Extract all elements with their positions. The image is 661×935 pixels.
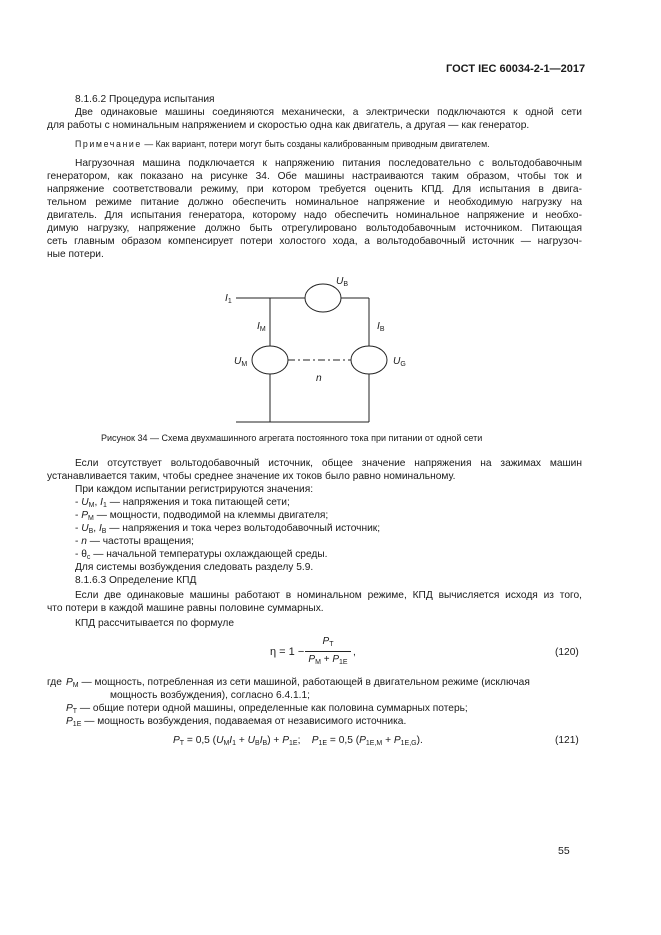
- list-item: - $P_M$ — мощности, подводимой на клеммы двигателя;: [75, 510, 329, 522]
- eq120-number: (120): [555, 647, 579, 658]
- where-label: где: [47, 677, 62, 688]
- label-UG: $U_G$: [393, 356, 406, 368]
- section-title-8163: 8.1.6.3 Определение КПД: [75, 575, 197, 586]
- eq121-number: (121): [555, 735, 579, 746]
- formula-intro: КПД рассчитывается по формуле: [75, 618, 234, 629]
- def-PM: $P_M$ — мощность, потребленная из сети машиной, работающей в двигательном режиме (исключая: [66, 677, 530, 689]
- list-item: - $U_B$, $I_B$ — напряжения и тока через вольтодобавочный источник;: [75, 523, 381, 535]
- label-n: n: [316, 373, 322, 384]
- paragraph-line: Если отсутствует вольтодобавочный источник, общее значение напряжения на зажимах машин: [75, 458, 582, 469]
- paragraph-line: что потери в каждой машине равны половине суммарных.: [47, 603, 324, 614]
- excitation-line: Для системы возбуждения следовать разделу 5.9.: [75, 562, 314, 573]
- paragraph-line: димую нагрузку, напряжение должно быть отрегулировано вольтодобавочным источником. Питающая: [47, 223, 582, 234]
- paragraph-line: Нагрузочная машина подключается к напряжению питания последовательно с вольтодобавочным: [75, 158, 582, 169]
- eq121: $P_T = 0,5$ $(U_MI_1 + U_BI_B) + P_{1E}$; $P_{1E} = 0,5$ $(P_{1E,M} + P_{1E,G})$.: [173, 735, 423, 747]
- label-UB: $U_B$: [336, 276, 349, 288]
- eq120-lhs: η = 1 −: [270, 646, 305, 658]
- paragraph-line: устанавливается таким, чтобы среднее значение их токов было равно номинальному.: [47, 471, 456, 482]
- list-item: - $U_M$, $I_1$ — напряжения и тока питающей сети;: [75, 497, 290, 509]
- note-label: Примечание: [75, 139, 142, 149]
- def-PM-cont: мощность возбуждения), согласно 6.4.1.1;: [110, 690, 310, 701]
- paragraph-line: генератором, как показано на рисунке 34. Обе машины настраиваются таким образом, чтобы ток и: [47, 171, 582, 182]
- paragraph-line: сеть главным образом компенсирует потери холостого хода, а вольтодобавочный источник — нагрузоч-: [47, 236, 582, 247]
- paragraph-line: напряжение соответствовали режиму, при котором требуется оценить КПД. Для испытания в двига-: [47, 184, 582, 195]
- document-header: ГОСТ IEC 60034-2-1—2017: [446, 63, 586, 75]
- page-number: 55: [558, 845, 570, 857]
- paragraph-line: тельном режиме питание должно обеспечить номинальное напряжение и необходимую нагрузку на: [47, 197, 582, 208]
- paragraph-line: Две одинаковые машины соединяются механически, а электрически подключаются к одной сети: [75, 107, 582, 118]
- label-IM: $I_M$: [257, 321, 266, 333]
- paragraph-line: двигатель. Для испытания генератора, которому надо обеспечить номинальное напряжение и необхо-: [47, 210, 582, 221]
- motor-circle: [252, 346, 288, 374]
- eq120-comma: ,: [353, 647, 356, 658]
- figure-caption: Рисунок 34 — Схема двухмашинного агрегата постоянного тока при питании от одной сети: [101, 433, 483, 443]
- paragraph-line: Если две одинаковые машины работают в номинальном режиме, КПД вычисляется исходя из того,: [75, 590, 582, 601]
- label-I1: $I_1$: [225, 293, 232, 305]
- def-P1E: $P_{1E}$ — мощность возбуждения, подаваемая от независимого источника.: [66, 716, 407, 728]
- paragraph-line: ные потери.: [47, 249, 104, 260]
- fraction-bar: [305, 651, 351, 652]
- list-intro: При каждом испытании регистрируются значения:: [75, 484, 314, 495]
- label-UM: $U_M$: [234, 356, 248, 368]
- label-IB: $I_B$: [377, 321, 385, 333]
- section-title-8162: 8.1.6.2 Процедура испытания: [75, 94, 215, 105]
- def-PT: $P_T$ — общие потери одной машины, определенные как половина суммарных потерь;: [66, 703, 468, 715]
- list-item: - n — частоты вращения;: [75, 536, 194, 547]
- note-text: — Как вариант, потери могут быть созданы калиброванным приводным двигателем.: [141, 139, 490, 149]
- list-item: - $\theta_c$ — начальной температуры охлаждающей среды.: [75, 549, 328, 561]
- generator-circle: [351, 346, 387, 374]
- paragraph-line: для работы с номинальным напряжением и скоростью одна как двигатель, а другая — как генератор.: [47, 120, 530, 131]
- booster-source-circle: [305, 284, 341, 312]
- eq120-denominator: $P_M + P_{1E}$: [308, 654, 348, 666]
- eq120-numerator: $P_T$: [322, 636, 334, 648]
